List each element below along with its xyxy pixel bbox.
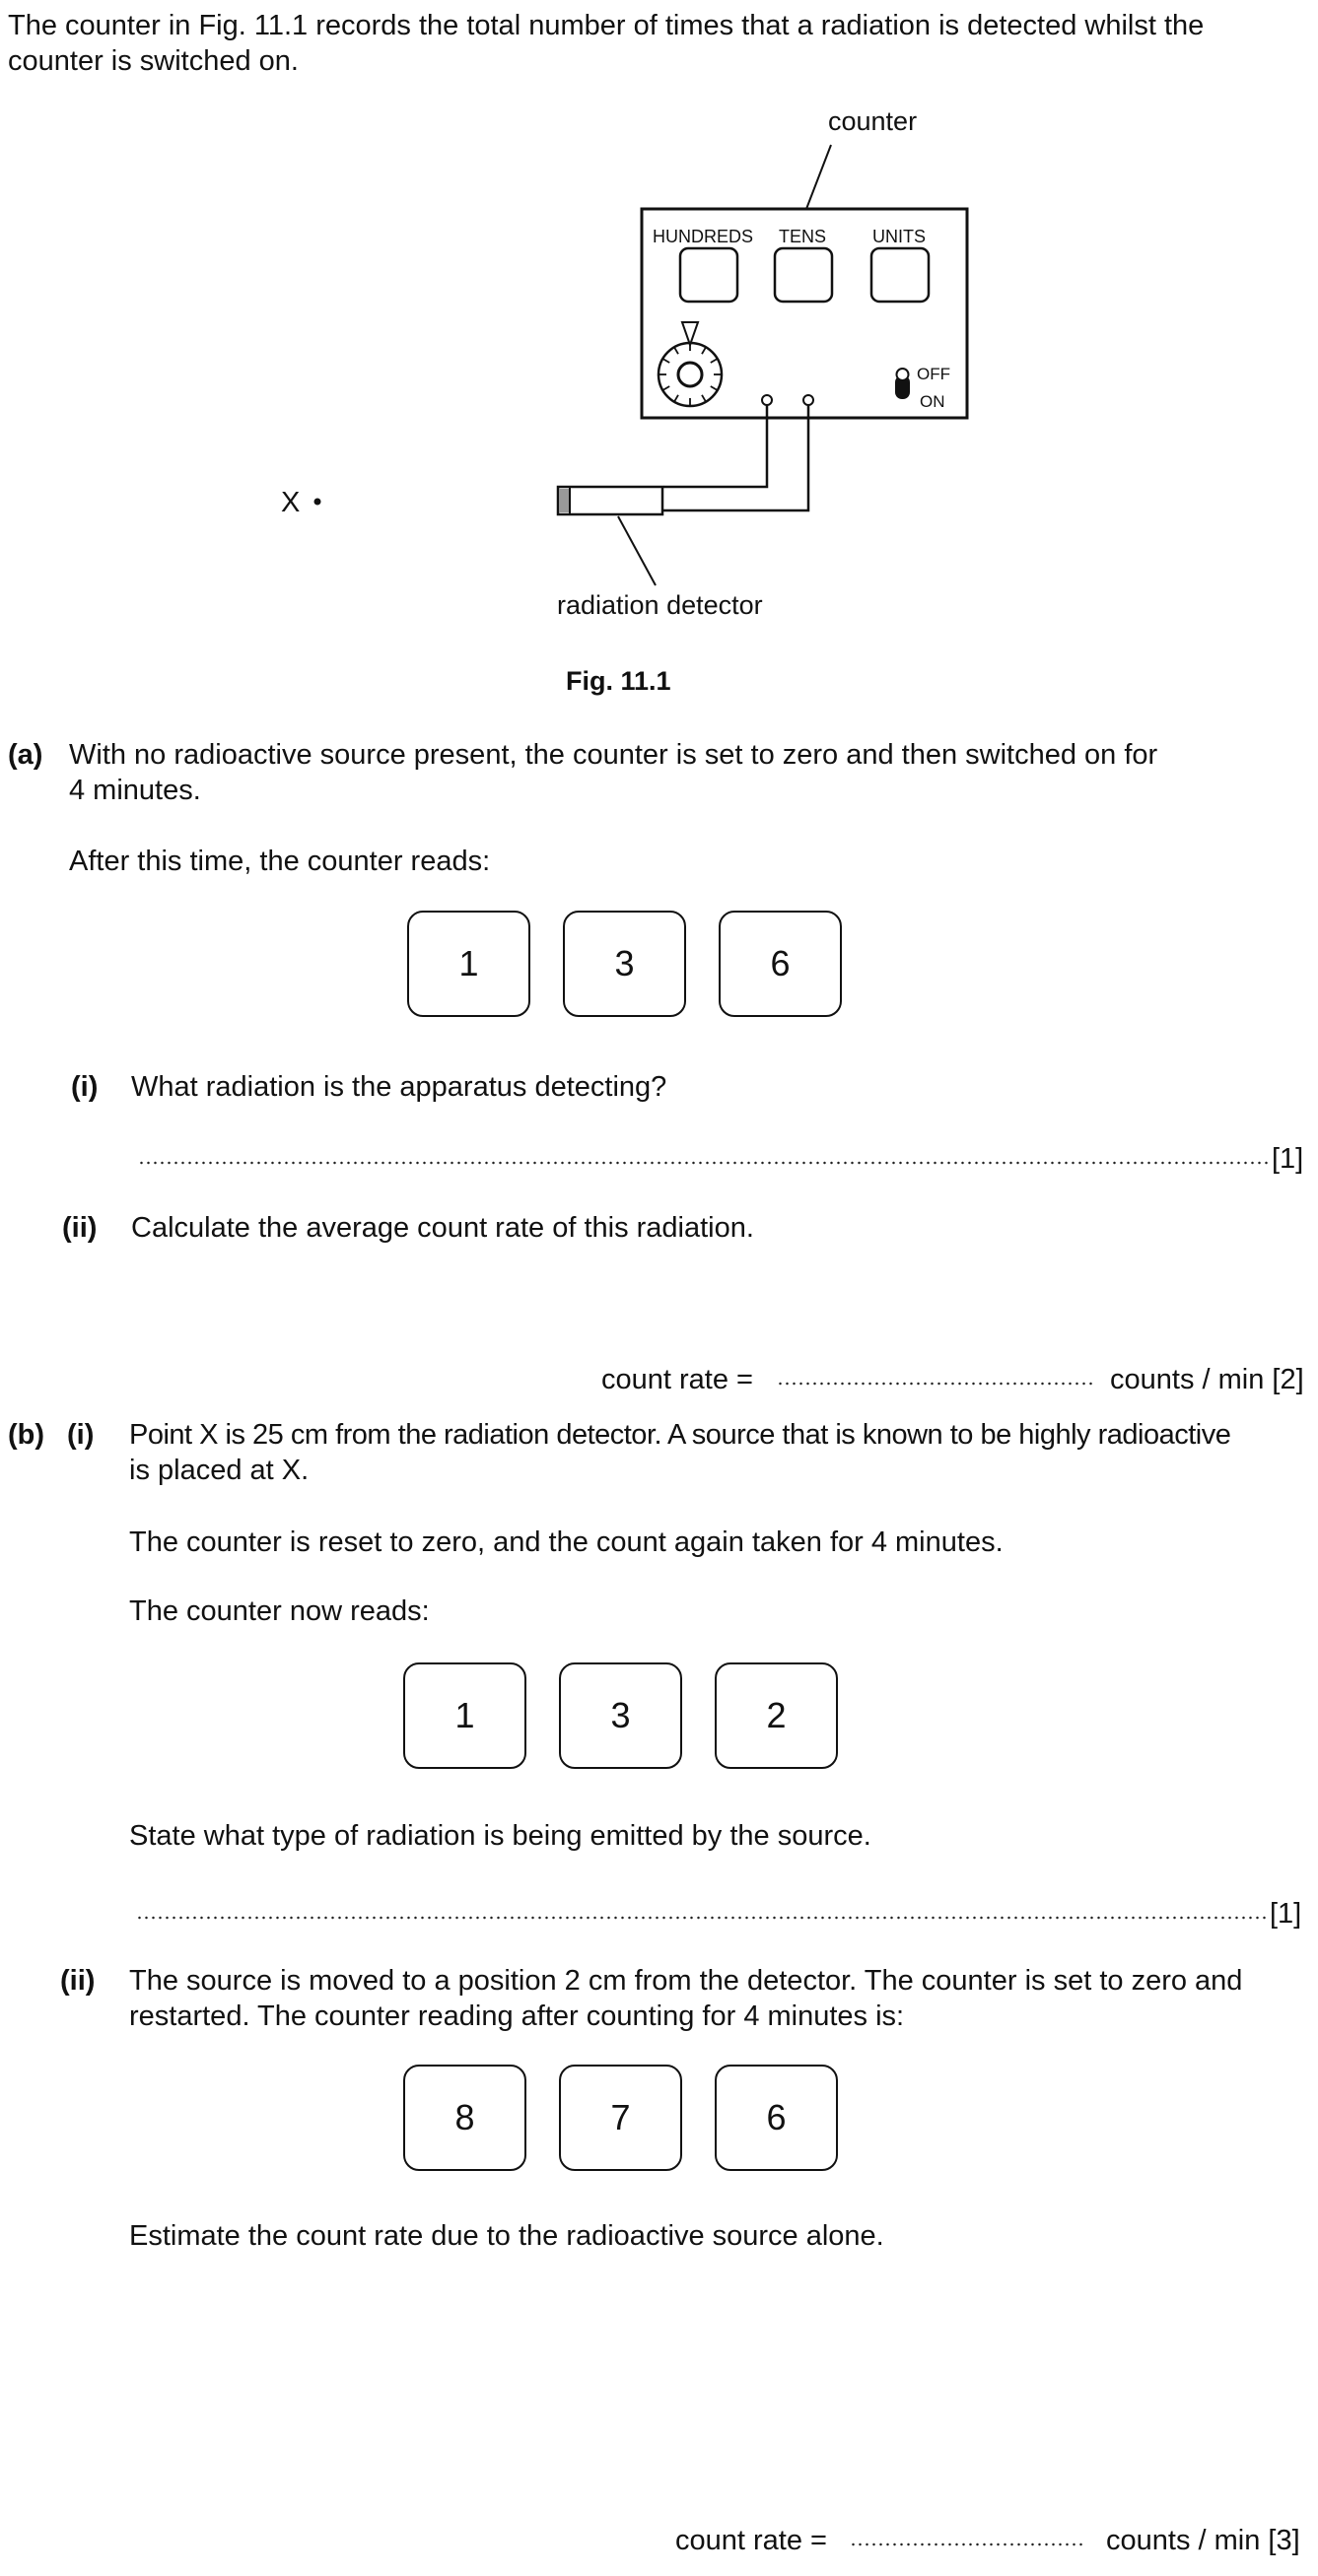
count-rate-label-b: count rate = (675, 2525, 827, 2556)
counter-diagram (0, 99, 1318, 729)
point-x-dot (314, 499, 321, 506)
counter-digit-box: 1 (407, 911, 530, 1017)
counter-digit-box: 6 (715, 2065, 838, 2171)
part-a-i-question: What radiation is the apparatus detecting? (131, 1071, 667, 1103)
part-a-i-label: (i) (71, 1071, 99, 1103)
tens-window (775, 248, 832, 302)
hundreds-window (680, 248, 737, 302)
units-label: UNITS (872, 227, 926, 246)
detector-leader-line (618, 516, 656, 585)
part-a-line-1: With no radioactive source present, the counter is set to zero and then switched on for (69, 739, 1158, 771)
part-b-i-line-2: is placed at X. (129, 1455, 310, 1486)
detector-tube (558, 487, 662, 514)
counter-digit-box: 7 (559, 2065, 682, 2171)
answer-line-b-i[interactable] (136, 1916, 1267, 1920)
part-b-i-now-reads: The counter now reads: (129, 1595, 430, 1627)
power-switch-icon (895, 369, 910, 399)
detector-label: radiation detector (557, 590, 763, 620)
part-b-ii-label: (ii) (60, 1965, 96, 1997)
part-b-i-reset-text: The counter is reset to zero, and the count again taken for 4 minutes. (129, 1526, 1004, 1558)
figure-caption: Fig. 11.1 (566, 666, 671, 696)
hundreds-label: HUNDREDS (653, 227, 754, 246)
intro-line-2: counter is switched on. (8, 45, 299, 77)
counter-digit-box: 2 (715, 1662, 838, 1769)
count-rate-label-a: count rate = (601, 1364, 753, 1395)
counter-digit-box: 1 (403, 1662, 526, 1769)
terminal-right (803, 395, 813, 405)
counter-leader-line (806, 145, 831, 209)
part-b-ii-question: Estimate the count rate due to the radioactive source alone. (129, 2220, 884, 2252)
on-label: ON (920, 392, 945, 411)
part-a-after-text: After this time, the counter reads: (69, 846, 491, 877)
part-b-ii-line-2: restarted. The counter reading after counting for 4 minutes is: (129, 2000, 905, 2032)
answer-line-b-ii[interactable] (850, 2542, 1086, 2546)
answer-line-a-ii[interactable] (777, 1382, 1092, 1386)
terminal-left (762, 395, 772, 405)
point-x-label: X (281, 487, 301, 518)
part-b-i-question: State what type of radiation is being emitted by the source. (129, 1820, 871, 1852)
units-window (871, 248, 929, 302)
counter-digit-box: 6 (719, 911, 842, 1017)
part-b-i-line-1: Point X is 25 cm from the radiation detector. A source that is known to be highly radioactive (129, 1419, 1231, 1451)
detector-window (559, 489, 570, 512)
counter-digit-box: 3 (563, 911, 686, 1017)
units-marks-a-ii: counts / min [2] (1110, 1364, 1304, 1395)
part-a-label: (a) (8, 739, 43, 771)
answer-line-a-i[interactable] (138, 1161, 1269, 1165)
tens-label: TENS (779, 227, 827, 246)
part-a-ii-label: (ii) (62, 1212, 98, 1244)
part-b-label: (b) (8, 1419, 45, 1451)
intro-line-1: The counter in Fig. 11.1 records the total number of times that a radiation is detected whilst the (8, 10, 1205, 41)
reset-dial-icon (659, 322, 722, 406)
part-a-line-2: 4 minutes. (69, 775, 201, 806)
part-b-ii-line-1: The source is moved to a position 2 cm from the detector. The counter is set to zero and (129, 1965, 1243, 1997)
units-marks-b-ii: counts / min [3] (1106, 2525, 1300, 2556)
counter-digit-box: 8 (403, 2065, 526, 2171)
part-a-ii-question: Calculate the average count rate of this radiation. (131, 1212, 754, 1244)
counter-digit-box: 3 (559, 1662, 682, 1769)
off-label: OFF (917, 365, 950, 383)
wire-right (663, 405, 808, 510)
counter-label: counter (828, 106, 918, 136)
marks-a-i: [1] (1272, 1143, 1304, 1175)
marks-b-i: [1] (1270, 1898, 1302, 1930)
part-b-i-label: (i) (67, 1419, 95, 1451)
